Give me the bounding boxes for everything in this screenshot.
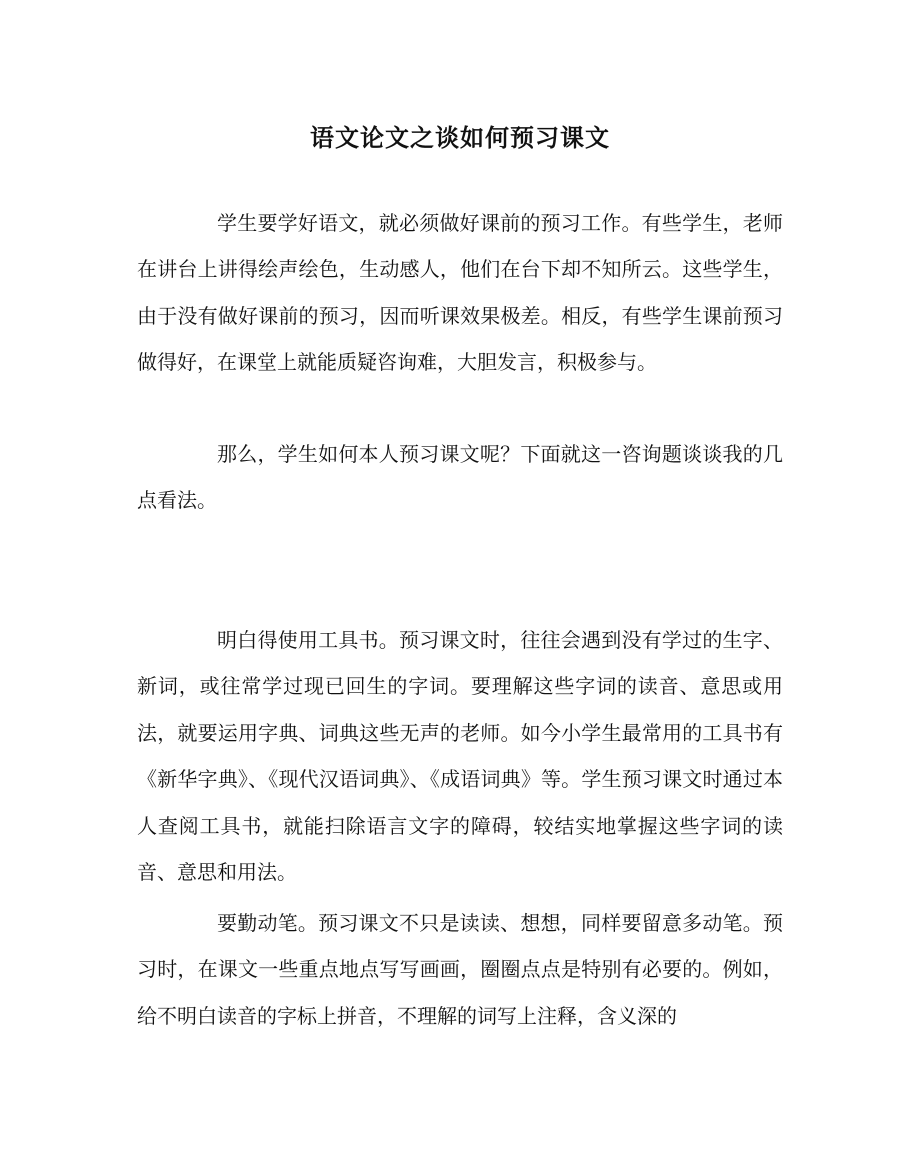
paragraph-question: 那么，学生如何本人预习课文呢？下面就这一咨询题谈谈我的几点看法。 xyxy=(137,442,783,513)
paragraph-take-notes: 要勤动笔。预习课文不只是读读、想想，同样要留意多动笔。预习时，在课文一些重点地点写写画画，圈圈点点是特别有必要的。例如，给不明白读音的字标上拼音，不理解的词写上注释，含义深的 xyxy=(137,911,783,1028)
paragraph-intro: 学生要学好语文，就必须做好课前的预习工作。有些学生，老师在讲台上讲得绘声绘色，生动感人，他们在台下却不知所云。这些学生，由于没有做好课前的预习，因而听课效果极差。相反，有些学生课前预习做得好，在课堂上就能质疑咨询难，大胆发言，积极参与。 xyxy=(137,211,783,375)
document-title: 语文论文之谈如何预习课文 xyxy=(310,123,610,152)
paragraph-reference-books: 明白得使用工具书。预习课文时，往往会遇到没有学过的生字、新词，或往常学过现已回生的字词。要理解这些字词的读音、意思或用法，就要运用字典、词典这些无声的老师。如今小学生最常用的工具书有《新华字典》、《现代汉语词典》、《成语词典》等。学生预习课文时通过本人查阅工具书，就能扫除语言文字的障碍，较结实地掌握这些字词的读音、意思和用法。 xyxy=(137,628,783,885)
